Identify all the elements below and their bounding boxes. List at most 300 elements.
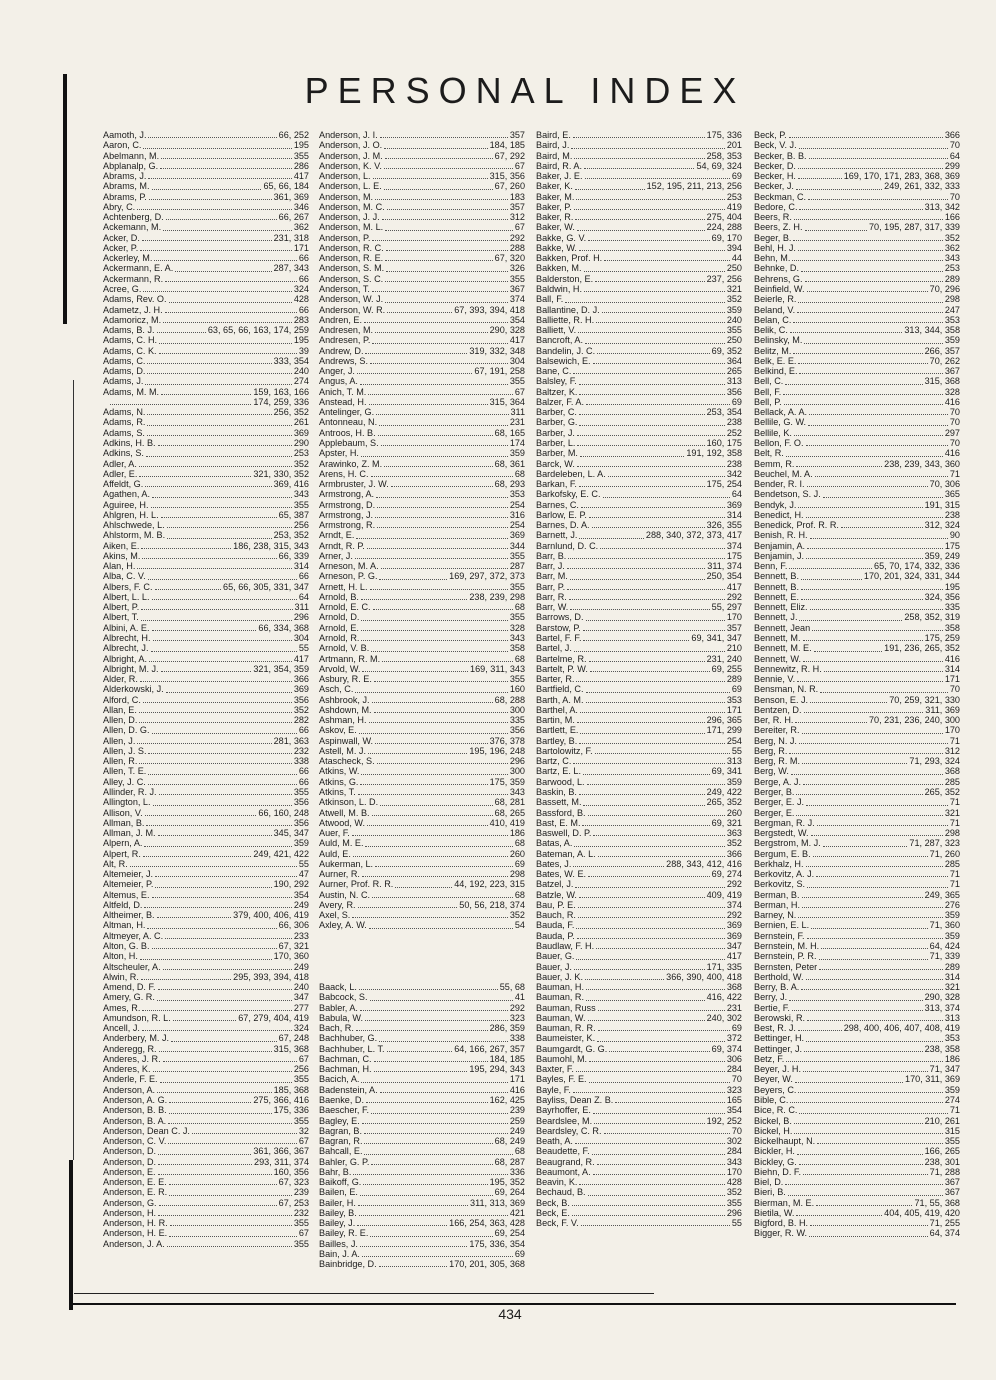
index-entry [103, 1013, 309, 1023]
entry-pages: 285 [944, 858, 960, 869]
index-entry [103, 1095, 309, 1105]
dot-leader [145, 815, 257, 816]
entry-name: Bietila, W. [754, 1207, 795, 1218]
index-entry [103, 233, 309, 243]
entry-pages: 66, 267 [278, 212, 309, 223]
index-entry [103, 910, 309, 920]
entry-name: Adkins, S. [103, 448, 144, 459]
index-entry [103, 582, 309, 592]
entry-pages: 66 [298, 776, 309, 787]
entry-pages: 69, 264 [494, 1187, 525, 1198]
dot-leader [589, 1061, 725, 1062]
entry-pages: 160, 175 [706, 437, 742, 448]
index-entry [319, 828, 525, 838]
entry-pages: 71, 55, 368 [914, 1197, 960, 1208]
entry-pages: 64 [949, 150, 960, 161]
dot-leader [804, 343, 942, 344]
entry-pages: 66 [298, 273, 309, 284]
entry-name: Bailey, B. [319, 1207, 357, 1218]
entry-name: Bauman, W. [536, 1012, 586, 1023]
index-entry [103, 417, 309, 427]
dot-leader [579, 425, 724, 426]
entry-pages: 333, 354 [273, 355, 309, 366]
entry-pages: 352 [944, 232, 960, 243]
entry-pages: 65, 66, 305, 331, 347 [223, 581, 309, 592]
dot-leader [141, 548, 231, 549]
entry-pages: 323 [509, 1012, 525, 1023]
index-entry [319, 376, 525, 386]
entry-pages: 69, 352 [711, 345, 742, 356]
dot-leader [379, 579, 447, 580]
dot-leader [360, 1195, 493, 1196]
dot-leader [576, 681, 724, 682]
index-entry [103, 931, 309, 941]
index-entry [754, 428, 960, 438]
entry-name: Benedick, Prof. R. R. [754, 520, 839, 531]
entry-pages: 292 [726, 879, 742, 890]
dot-leader [362, 1123, 508, 1124]
entry-pages: 292 [726, 910, 742, 921]
entry-name: Benn, F. [754, 561, 788, 572]
dot-leader [575, 189, 645, 190]
entry-name: Bierman, M. E. [754, 1197, 815, 1208]
entry-pages: 70 [949, 437, 960, 448]
entry-name: Bieri, B. [754, 1187, 786, 1198]
dot-leader [155, 589, 222, 590]
entry-name: Bartz, E. L. [536, 766, 581, 777]
entry-name: Barstow, P. [536, 622, 581, 633]
entry-pages: 240 [293, 982, 309, 993]
entry-name: Bartin, M. [536, 715, 575, 726]
index-entry [319, 766, 525, 776]
entry-pages: 233 [293, 930, 309, 941]
entry-pages: 359, 249 [924, 550, 960, 561]
entry-pages: 249 [293, 899, 309, 910]
entry-name: Babler, A. [319, 1002, 358, 1013]
dot-leader [152, 630, 257, 631]
dot-leader [578, 917, 725, 918]
entry-pages: 428 [726, 1177, 742, 1188]
entry-pages: 69 [514, 858, 525, 869]
entry-pages: 67, 260 [494, 181, 525, 192]
index-entry [536, 1167, 742, 1177]
dot-leader [387, 312, 452, 313]
entry-pages: 250 [726, 263, 742, 274]
dot-leader [785, 1184, 943, 1185]
index-entry [319, 1249, 525, 1259]
entry-pages: 231, 318 [273, 232, 309, 243]
entry-name: Arnold, V. B. [319, 643, 370, 654]
entry-pages: 169, 297, 372, 373 [449, 571, 525, 582]
entry-pages: 274 [293, 376, 309, 387]
entry-name: Bauman, R. R. [536, 1023, 596, 1034]
dot-leader [796, 1215, 882, 1216]
entry-pages: 71 [949, 735, 960, 746]
entry-name: Bagley, E. [319, 1115, 360, 1126]
index-entry [754, 1054, 960, 1064]
dot-leader [809, 1236, 928, 1237]
index-entry [319, 684, 525, 694]
entry-name: Atascheck, S. [319, 756, 375, 767]
entry-name: Barck, W. [536, 458, 575, 469]
entry-name: Barr, W. [536, 602, 569, 613]
index-entry [103, 181, 309, 191]
entry-pages: 361, 366, 367 [253, 1146, 309, 1157]
dot-leader [809, 414, 948, 415]
index-entry [754, 571, 960, 581]
dot-leader [161, 394, 251, 395]
index-entry [319, 633, 525, 643]
entry-pages: 289 [944, 961, 960, 972]
index-entry [754, 397, 960, 407]
dot-leader [165, 281, 297, 282]
index-entry [536, 592, 742, 602]
index-entry [319, 1044, 525, 1054]
dot-leader [819, 969, 943, 970]
entry-pages: 374 [726, 540, 742, 551]
entry-name: Baumohl, M. [536, 1053, 588, 1064]
index-entry [754, 602, 960, 612]
index-entry [319, 1095, 525, 1105]
entry-pages: 69 [731, 171, 742, 182]
entry-pages: 311 [294, 602, 309, 613]
entry-pages: 186 [944, 1053, 960, 1064]
index-entry [754, 1003, 960, 1013]
entry-pages: 64, 424 [929, 940, 960, 951]
entry-name: Baescher, F. [319, 1105, 370, 1116]
entry-pages: 68, 165 [494, 427, 525, 438]
index-entry [754, 192, 960, 202]
entry-pages: 338 [293, 756, 309, 767]
entry-pages: 247 [944, 304, 960, 315]
entry-name: Barth, A. M. [536, 694, 584, 705]
entry-name: Belan, C. [754, 314, 792, 325]
dot-leader [384, 148, 487, 149]
index-entry [754, 1085, 960, 1095]
dot-leader [810, 1225, 928, 1226]
dot-leader [361, 599, 467, 600]
entry-name: Bailey, R. E. [319, 1228, 369, 1239]
index-entry [536, 992, 742, 1002]
dot-leader [809, 158, 948, 159]
index-entry [103, 530, 309, 540]
entry-name: Allinder, R. J. [103, 787, 157, 797]
index-entry [103, 972, 309, 982]
entry-name: Anderson, J. O. [319, 140, 383, 151]
index-entry [103, 869, 309, 879]
dot-leader [147, 928, 276, 929]
dot-leader [808, 199, 948, 200]
entry-pages: 314 [293, 561, 309, 572]
dot-leader [166, 692, 292, 693]
index-entry [103, 1228, 309, 1238]
index-entry [103, 1044, 309, 1054]
dot-leader [353, 856, 508, 857]
entry-pages: 356 [726, 386, 742, 397]
entry-name: Beinfield, W. [754, 283, 805, 294]
entry-pages: 69, 170 [711, 232, 742, 243]
entry-name: Bardeleben, L. A. [536, 468, 606, 479]
entry-name: Bernstein, P. R. [754, 951, 817, 962]
dot-leader [796, 189, 882, 190]
index-entry [319, 705, 525, 715]
index-entry [536, 212, 742, 222]
entry-name: Axel, S. [319, 910, 351, 921]
dot-leader [146, 456, 292, 457]
dot-leader [592, 527, 705, 528]
dot-leader [577, 722, 705, 723]
entry-pages: 298 [944, 294, 960, 305]
entry-pages: 69, 321 [711, 817, 742, 828]
dot-leader [799, 620, 902, 621]
dot-leader [593, 1174, 725, 1175]
dot-leader [372, 343, 507, 344]
entry-name: Baker, J. E. [536, 171, 583, 182]
entry-name: Beyer, W. [754, 1074, 793, 1085]
dot-leader [581, 507, 725, 508]
index-column-1 [103, 130, 309, 1249]
entry-name: Antonneau, N. [319, 417, 378, 428]
entry-pages: 321 [726, 283, 742, 294]
index-entry [754, 489, 960, 499]
entry-pages: 54 [514, 920, 525, 931]
entry-name: Bennett, Jean [754, 622, 811, 633]
index-entry [319, 263, 525, 273]
entry-name: Alton, H. [103, 951, 138, 962]
dot-leader [377, 527, 508, 528]
index-entry [754, 674, 960, 684]
entry-name: Ahlstorm, M. B. [103, 530, 166, 541]
entry-pages: 175, 254 [706, 479, 742, 490]
entry-pages: 249, 261, 332, 333 [884, 181, 960, 192]
entry-pages: 238, 301 [924, 1156, 960, 1167]
entry-pages: 287 [509, 561, 525, 572]
entry-pages: 260 [509, 848, 525, 859]
index-entry [103, 459, 309, 469]
dot-leader [586, 692, 730, 693]
index-entry [319, 1239, 525, 1249]
index-entry [103, 1126, 309, 1136]
dot-leader [816, 1205, 912, 1206]
index-entry [536, 561, 742, 571]
dot-leader [384, 189, 493, 190]
entry-name: Balzer, F. A. [536, 396, 585, 407]
dot-leader [824, 671, 943, 672]
page-number: 434 [498, 1306, 522, 1322]
entry-pages: 70 [731, 1125, 742, 1136]
entry-pages: 67 [514, 160, 525, 171]
index-entry [319, 890, 525, 900]
entry-pages: 66 [298, 253, 309, 264]
dot-leader [161, 158, 292, 159]
index-entry [536, 838, 742, 848]
index-entry [319, 715, 525, 725]
entry-name: Alt, R. [103, 858, 128, 869]
entry-name: Bakken, M. [536, 263, 582, 274]
entry-pages: 324, 356 [924, 591, 960, 602]
entry-name: Altman, H. [103, 920, 146, 931]
entry-name: Anderson, R. C. [319, 242, 384, 253]
index-entry [536, 376, 742, 386]
entry-pages: 66, 252 [278, 130, 309, 140]
entry-pages: 239 [293, 1187, 309, 1198]
index-entry [319, 643, 525, 653]
entry-name: Behl, H. J. [754, 242, 796, 253]
dot-leader [589, 517, 725, 518]
index-entry [319, 818, 525, 828]
dot-leader [358, 794, 508, 795]
index-entry [319, 356, 525, 366]
dot-leader [360, 1246, 467, 1247]
entry-pages: 352 [293, 704, 309, 715]
index-entry [536, 1157, 742, 1167]
entry-name: Andrews, S. [319, 355, 369, 366]
entry-name: Applebaum, S. [319, 437, 379, 448]
entry-pages: 166, 265 [924, 1146, 960, 1157]
entry-name: Beck, F. V. [536, 1218, 579, 1229]
entry-name: Amery, G. R. [103, 992, 155, 1003]
entry-name: Betz, F. [754, 1053, 785, 1064]
entry-name: Beck, B. [536, 1197, 570, 1208]
index-entry [754, 325, 960, 335]
entry-name: Baumgardt, G. G. [536, 1043, 608, 1054]
entry-pages: 313, 344, 358 [904, 325, 960, 336]
index-entry [754, 1208, 960, 1218]
index-entry [754, 376, 960, 386]
entry-name: Albini, A. E. [103, 622, 150, 633]
entry-pages: 355 [509, 674, 525, 685]
dot-leader [139, 466, 292, 467]
entry-name: Arnett, H. L. [319, 581, 368, 592]
entry-pages: 71, 255 [929, 1218, 960, 1229]
entry-pages: 191, 192, 358 [686, 448, 742, 459]
index-entry [319, 695, 525, 705]
entry-name: Anderson, Dean C. J. [103, 1125, 190, 1136]
entry-name: Beaumont, A. [536, 1166, 591, 1177]
entry-pages: 66 [298, 766, 309, 777]
entry-name: Anger, J. [319, 366, 355, 377]
entry-pages: 69, 254 [494, 1228, 525, 1239]
entry-name: Baxter, F. [536, 1064, 574, 1075]
dot-leader [151, 651, 297, 652]
section-gap [319, 972, 525, 982]
entry-pages: 286, 359 [489, 1023, 525, 1034]
dot-leader [583, 805, 704, 806]
dot-leader [808, 425, 948, 426]
index-entry [319, 920, 525, 930]
dot-leader [572, 1205, 725, 1206]
dot-leader [571, 148, 724, 149]
entry-pages: 369, 416 [273, 479, 309, 490]
entry-pages: 67, 323 [278, 1177, 309, 1188]
dot-leader [579, 250, 725, 251]
entry-pages: 355 [293, 1115, 309, 1126]
dot-leader [583, 774, 710, 775]
index-entry [536, 387, 742, 397]
dot-leader [574, 158, 704, 159]
entry-pages: 343 [509, 787, 525, 797]
dot-leader [355, 692, 507, 693]
entry-name: Barnes, C. [536, 499, 579, 510]
entry-pages: 304 [293, 633, 309, 644]
dot-leader [352, 835, 508, 836]
dot-leader [805, 230, 867, 231]
entry-name: Bell, F. [754, 386, 782, 397]
index-entry [754, 1023, 960, 1033]
index-entry [103, 602, 309, 612]
dot-leader [375, 743, 488, 744]
entry-pages: 328 [509, 622, 525, 633]
entry-pages: 417 [726, 581, 742, 592]
entry-name: Bigger, R. W. [754, 1228, 808, 1239]
index-entry [536, 192, 742, 202]
entry-pages: 169, 311, 343 [470, 663, 525, 674]
index-entry [536, 705, 742, 715]
index-entry [319, 428, 525, 438]
entry-name: Ashbrook, J. [319, 694, 370, 705]
entry-name: Beyer, J. H. [754, 1064, 802, 1075]
index-entry [754, 941, 960, 951]
dot-leader [145, 486, 271, 487]
entry-pages: 249, 365 [924, 889, 960, 900]
index-entry [754, 222, 960, 232]
index-entry [754, 448, 960, 458]
dot-leader [370, 363, 508, 364]
entry-pages: 290, 328 [924, 992, 960, 1003]
entry-name: Alford, C. [103, 694, 141, 705]
index-entry [103, 1033, 309, 1043]
index-entry [536, 1033, 742, 1043]
index-entry [536, 643, 742, 653]
entry-pages: 288 [509, 242, 525, 253]
section-gap [319, 962, 525, 972]
dot-leader [143, 856, 251, 857]
entry-pages: 68, 287 [494, 1156, 525, 1167]
dot-leader [382, 219, 508, 220]
entry-name: Axley, A. W. [319, 920, 367, 931]
index-entry [754, 623, 960, 633]
index-entry [536, 325, 742, 335]
dot-leader [169, 1113, 272, 1114]
dot-leader [567, 568, 705, 569]
index-entry [319, 859, 525, 869]
dot-leader [593, 1113, 725, 1114]
dot-leader [573, 763, 724, 764]
dot-leader [374, 681, 508, 682]
dot-leader [140, 959, 272, 960]
entry-pages: 238, 239, 343, 360 [884, 458, 960, 469]
entry-name: Amundson, R. L. [103, 1012, 171, 1023]
entry-name: Bice, R. C. [754, 1105, 798, 1116]
entry-pages: 253, 352 [273, 530, 309, 541]
dot-leader [139, 712, 292, 713]
entry-pages: 284 [726, 1064, 742, 1075]
index-entry [536, 294, 742, 304]
entry-name: Baker, M. [536, 191, 575, 202]
index-entry [103, 202, 309, 212]
entry-pages: 410, 419 [489, 817, 525, 828]
dot-leader [374, 712, 508, 713]
entry-name: Andren, E. [319, 314, 362, 325]
dot-leader [593, 835, 724, 836]
entry-name: Benjamin, J. [754, 550, 805, 561]
index-entry [536, 972, 742, 982]
index-entry [536, 951, 742, 961]
dot-leader [140, 681, 292, 682]
entry-pages: 232 [293, 745, 309, 756]
bottom-rule [69, 1303, 956, 1305]
entry-name: Beger, B. [754, 232, 792, 243]
